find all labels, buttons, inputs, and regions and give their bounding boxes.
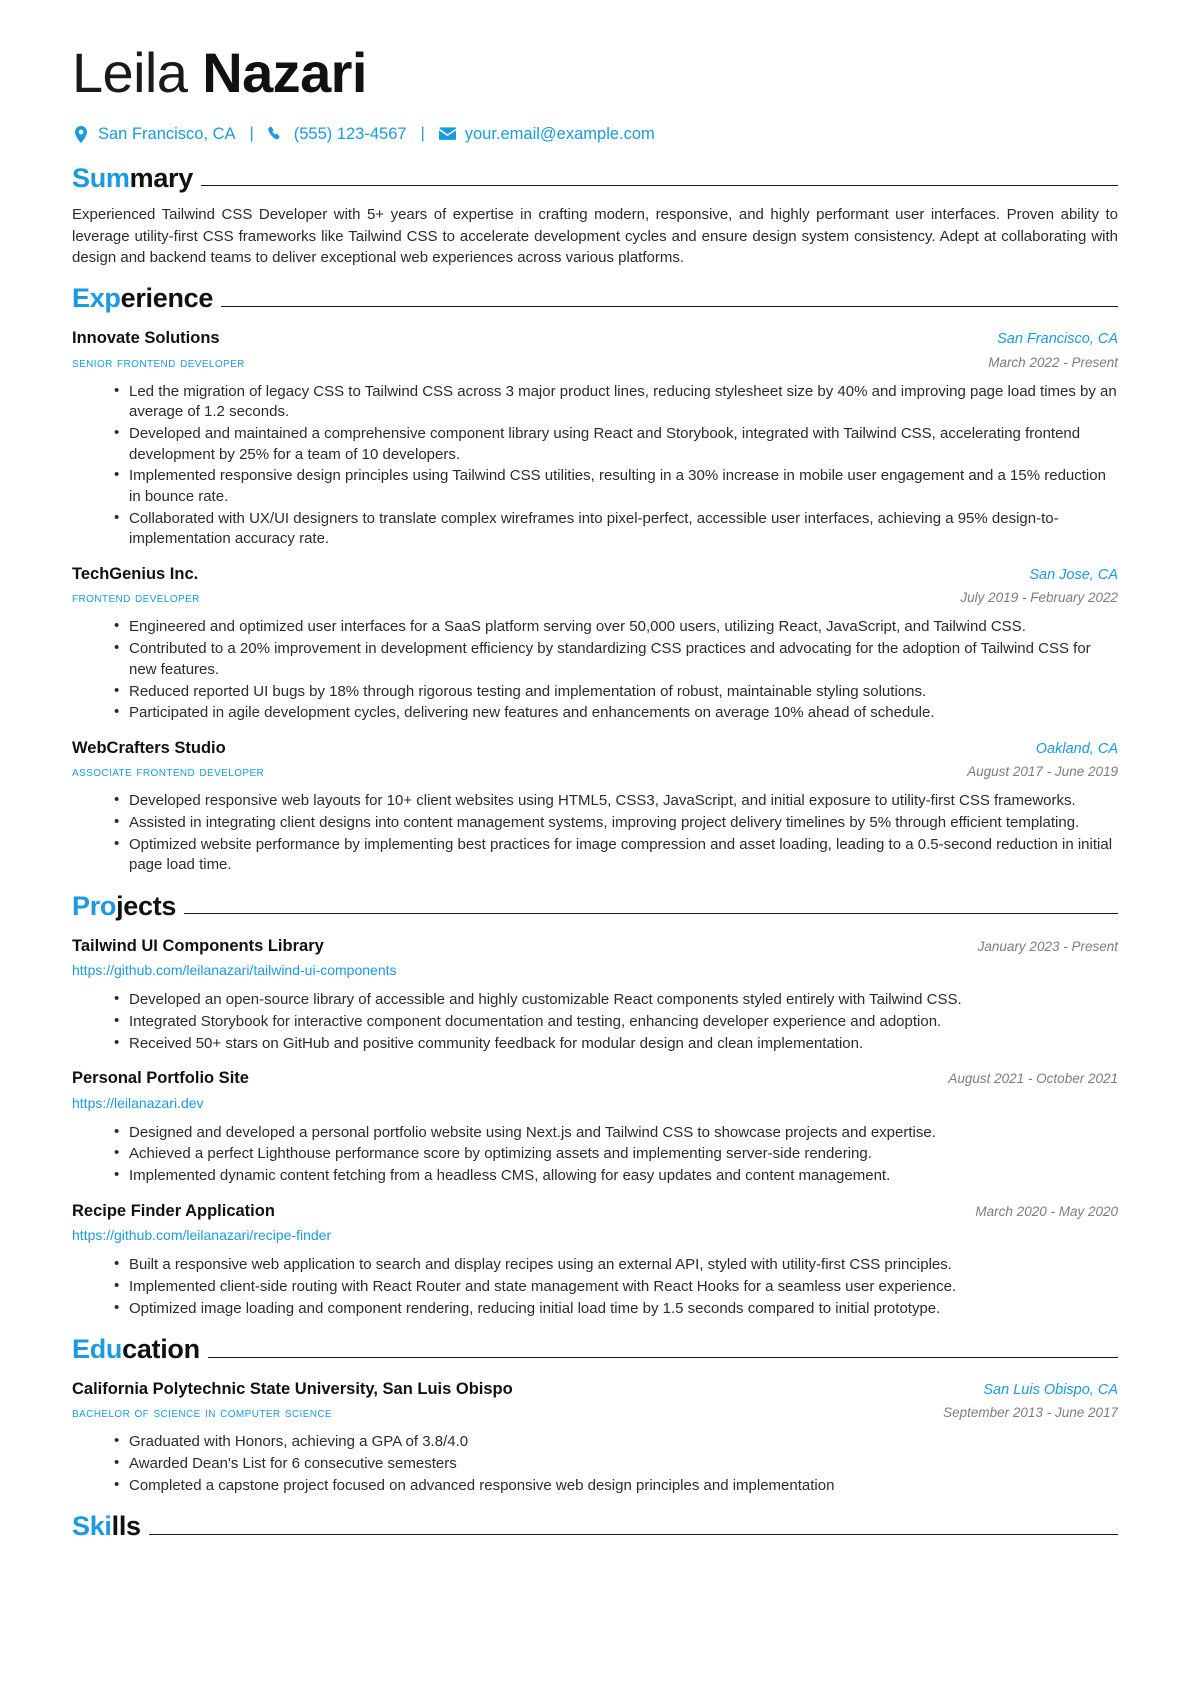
list-item: • Assisted in integrating client designs into content management systems, improving project delivery timelines by 5% through efficient templating. [114, 813, 1118, 834]
project-link[interactable]: https://github.com/leilanazari/recipe-finder [72, 1227, 332, 1244]
experience-entry [72, 738, 1118, 876]
list-item: • Participated in agile development cycles, delivering new features and enhancements on average 10% ahead of schedule. [114, 703, 1118, 724]
list-item: • Developed an open-source library of accessible and highly customizable React components styled entirely with Tailwind CSS. [114, 990, 1118, 1011]
last-name: Nazari [202, 41, 367, 104]
contact-separator-2: | [420, 125, 425, 143]
section-education [72, 1335, 1118, 1496]
list-item: • Completed a capstone project focused on advanced responsive web design principles and implementation [114, 1476, 1118, 1497]
contact-bar [72, 125, 1118, 144]
section-title-rest: cation [122, 1334, 200, 1365]
section-title-rest: mary [129, 162, 193, 193]
achievement-list [72, 1123, 1118, 1187]
achievement-list [72, 382, 1118, 551]
contact-email[interactable] [439, 125, 655, 144]
employment-dates: March 2022 - Present [988, 354, 1118, 370]
project-link[interactable]: https://github.com/leilanazari/tailwind-ui-components [72, 962, 397, 979]
job-title: associate frontend developer [72, 763, 265, 780]
list-item: • Developed and maintained a comprehensive component library using React and Storybook, integrated with Tailwind CSS, accelerating frontend development by 25% for a team of 10 developers. [114, 424, 1118, 465]
section-projects [72, 892, 1118, 1319]
employer-name: Innovate Solutions [72, 329, 220, 348]
employer-name: TechGenius Inc. [72, 565, 199, 583]
job-title: frontend developer [72, 589, 200, 606]
project-name: Tailwind UI Components Library [72, 936, 324, 955]
project-entry [72, 1068, 1118, 1187]
section-header-summary [72, 164, 1118, 194]
section-title-highlight: Sum [72, 162, 130, 193]
list-item: • Built a responsive web application to search and display recipes using an external API, styled with utility-first CSS principles. [114, 1255, 1118, 1276]
list-item: • Achieved a perfect Lighthouse performance score by optimizing assets and implementing server-side rendering. [114, 1144, 1118, 1165]
section-title-highlight: Ski [72, 1511, 112, 1542]
list-item: • Reduced reported UI bugs by 18% through rigorous testing and implementation of robust, maintainable styling solutions. [114, 682, 1118, 703]
first-name: Leila [72, 41, 188, 104]
skills-content [72, 1553, 1118, 1613]
section-title-rest: lls [111, 1511, 141, 1542]
section-title-education [72, 1335, 200, 1365]
section-summary [72, 164, 1118, 269]
list-item: • Graduated with Honors, achieving a GPA of 3.8/4.0 [114, 1432, 1118, 1453]
section-divider [221, 306, 1118, 307]
section-header-skills [72, 1512, 1118, 1542]
section-experience [72, 284, 1118, 876]
employment-dates: August 2017 - June 2019 [967, 764, 1118, 780]
section-title-highlight: Exp [72, 283, 121, 314]
list-item: • Implemented responsive design principles using Tailwind CSS utilities, resulting in a 30% increase in mobile user engagement and a 15% reduction in bounce rate. [114, 466, 1118, 507]
summary-paragraph: Experienced Tailwind CSS Developer with 5+ years of expertise in crafting modern, responsive, and highly performant user interfaces. Proven ability to leverage utility-first CSS frameworks like Tailwind CSS to accelerate development cycles and ensure design system consistency. Adept at collaborating with design and backend teams to deliver exceptional web experiences across various platforms. [72, 206, 1118, 267]
employer-location: Oakland, CA [1035, 740, 1118, 757]
list-item: • Developed responsive web layouts for 10+ client websites using HTML5, CSS3, JavaScript, and initial exposure to utility-first CSS frameworks. [114, 791, 1118, 812]
contact-location[interactable] [72, 125, 236, 144]
contact-separator: | [249, 125, 254, 143]
section-divider [149, 1534, 1118, 1535]
entry-primary-row [72, 564, 1118, 585]
list-item: • Integrated Storybook for interactive component documentation and testing, enhancing developer experience and adoption. [114, 1012, 1118, 1033]
envelope-icon [439, 126, 456, 143]
section-title-skills [72, 1512, 141, 1542]
section-title-highlight: Pro [72, 891, 117, 922]
degree-title: bachelor of science in computer science [72, 1404, 333, 1421]
job-title: senior frontend developer [72, 353, 245, 370]
project-name: Recipe Finder Application [72, 1201, 275, 1220]
school-location: San Luis Obispo, CA [983, 1381, 1118, 1398]
list-item: • Optimized image loading and component rendering, reducing initial load time by 1.5 seconds compared to initial prototype. [114, 1299, 1118, 1320]
contact-phone[interactable] [268, 125, 407, 144]
project-name: Personal Portfolio Site [72, 1069, 249, 1088]
section-title-summary [72, 164, 193, 194]
contact-phone-text: (555) 123-4567 [293, 124, 407, 143]
section-title-rest: erience [120, 283, 214, 314]
project-dates: January 2023 - Present [977, 938, 1118, 954]
entry-primary-row [72, 1379, 1118, 1400]
list-item: • Received 50+ stars on GitHub and positive community feedback for modular design and clean implementation. [114, 1034, 1118, 1055]
section-header-education [72, 1335, 1118, 1365]
list-item: • Engineered and optimized user interfaces for a SaaS platform serving over 50,000 users, utilizing React, JavaScript, and Tailwind CSS. [114, 617, 1118, 638]
list-item: • Optimized website performance by implementing best practices for image compression and asset loading, leading to a 0.5-second reduction in initial page load time. [114, 835, 1118, 876]
list-item: • Awarded Dean's List for 6 consecutive semesters [114, 1454, 1118, 1475]
entry-secondary-row [72, 759, 1118, 782]
achievement-list [72, 1255, 1118, 1319]
page-title [72, 41, 1118, 104]
list-item: • Led the migration of legacy CSS to Tailwind CSS across 3 major product lines, reducing stylesheet size by 40% and improving page load times by an average of 1.2 seconds. [114, 382, 1118, 423]
school-name: California Polytechnic State University, San Luis Obispo [72, 1379, 513, 1398]
section-title-highlight: Edu [72, 1334, 123, 1365]
project-dates: March 2020 - May 2020 [975, 1203, 1118, 1219]
entry-primary-row [72, 1201, 1118, 1222]
section-title-projects [72, 892, 176, 922]
project-entry [72, 1201, 1118, 1320]
entry-secondary-row [72, 350, 1118, 373]
location-pin-icon [72, 126, 89, 143]
list-item: • Collaborated with UX/UI designers to translate complex wireframes into pixel-perfect, accessible user interfaces, achieving a 95% design-to-implementation accuracy rate. [114, 509, 1118, 550]
entry-primary-row [72, 738, 1118, 759]
section-divider [201, 185, 1118, 186]
phone-icon [268, 126, 285, 143]
entry-secondary-row [72, 1400, 1118, 1423]
section-header-experience [72, 284, 1118, 314]
entry-primary-row [72, 1068, 1118, 1089]
section-skills [72, 1512, 1118, 1613]
section-divider [184, 913, 1118, 914]
list-item: • Designed and developed a personal portfolio website using Next.js and Tailwind CSS to showcase projects and expertise. [114, 1123, 1118, 1144]
entry-secondary-row [72, 585, 1118, 608]
achievement-list [72, 1432, 1118, 1496]
employer-location: San Jose, CA [1029, 567, 1118, 583]
contact-location-text: San Francisco, CA [98, 124, 236, 143]
achievement-list [72, 990, 1118, 1054]
list-item: • Contributed to a 20% improvement in development efficiency by standardizing CSS practices and advocating for the adoption of Tailwind CSS for new features. [114, 639, 1118, 680]
experience-entry [72, 564, 1118, 724]
project-entry [72, 936, 1118, 1055]
section-title-rest: jects [116, 891, 177, 922]
achievement-list [72, 791, 1118, 876]
education-dates: September 2013 - June 2017 [943, 1405, 1118, 1421]
entry-primary-row [72, 328, 1118, 349]
list-item: • Implemented client-side routing with React Router and state management with React Hooks for a seamless user experience. [114, 1277, 1118, 1298]
section-header-projects [72, 892, 1118, 922]
project-link[interactable]: https://leilanazari.dev [72, 1094, 204, 1111]
section-divider [208, 1357, 1118, 1358]
resume-header [72, 41, 1118, 144]
employment-dates: July 2019 - February 2022 [960, 590, 1118, 606]
project-dates: August 2021 - October 2021 [948, 1071, 1118, 1087]
entry-primary-row [72, 936, 1118, 957]
experience-entry [72, 328, 1118, 550]
section-title-experience [72, 284, 213, 314]
contact-email-text: your.email@example.com [464, 124, 655, 143]
employer-location: San Francisco, CA [997, 331, 1118, 348]
list-item: • Implemented dynamic content fetching from a headless CMS, allowing for easy updates and content management. [114, 1166, 1118, 1187]
achievement-list [72, 617, 1118, 723]
education-entry [72, 1379, 1118, 1497]
employer-name: WebCrafters Studio [72, 738, 226, 757]
